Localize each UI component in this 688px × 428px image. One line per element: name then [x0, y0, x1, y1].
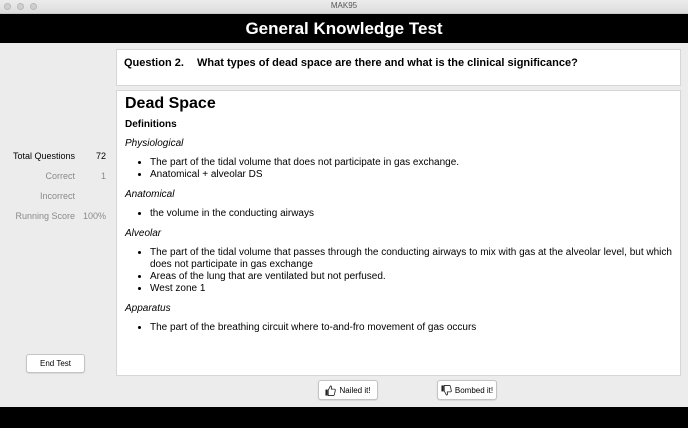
bombed-it-button[interactable]	[437, 380, 497, 400]
nailed-it-button[interactable]	[318, 380, 378, 400]
end-test-label: End Test	[40, 359, 71, 368]
section-list-alveolar	[125, 247, 680, 295]
question-number: Question 2.	[124, 57, 184, 69]
stat-value: 1	[100, 171, 106, 181]
section-heading-anatomical: Anatomical	[125, 189, 175, 200]
question-text: What types of dead space are there and what is the clinical significance?	[197, 57, 578, 69]
list-item: • The part of the breathing circuit where to-and-fro movement of gas occurs	[150, 322, 680, 334]
section-list-anatomical	[125, 208, 680, 220]
section-heading-physiological: Physiological	[125, 138, 184, 149]
section-heading-alveolar: Alveolar	[125, 228, 162, 239]
stat-value: 72	[95, 151, 106, 161]
list-item: • Anatomical + alveolar DS	[150, 169, 680, 181]
window-titlebar	[0, 0, 688, 14]
stat-label: Total Questions	[12, 151, 75, 161]
thumbs-up-icon	[325, 385, 336, 396]
question-panel	[116, 49, 681, 86]
section-list-apparatus	[125, 322, 680, 334]
window-title: MAK95	[330, 1, 358, 10]
list-item: • the volume in the conducting airways	[150, 208, 680, 220]
app-header	[0, 14, 688, 43]
answer-title: Dead Space	[125, 95, 216, 112]
list-item: • The part of the tidal volume that passes through the conducting airways to mix with gas at the alveolar level, but which does not participate in gas exchange	[150, 247, 680, 271]
footer-bar	[0, 407, 688, 428]
section-heading-apparatus: Apparatus	[125, 303, 171, 314]
header-title: General Knowledge Test	[245, 19, 443, 38]
stat-running-score	[0, 209, 115, 229]
stat-label: Correct	[45, 171, 75, 181]
nailed-it-label: Nailed it!	[339, 385, 371, 395]
thumbs-down-icon	[441, 385, 452, 396]
bombed-it-label: Bombed it!	[454, 385, 494, 395]
stat-total-questions	[0, 149, 115, 169]
answer-panel	[116, 90, 681, 376]
stat-correct	[0, 169, 115, 189]
stat-label: Incorrect	[39, 191, 75, 201]
stat-incorrect	[0, 189, 115, 209]
end-test-button[interactable]	[26, 354, 85, 373]
stat-label: Running Score	[15, 211, 75, 221]
answer-subtitle: Definitions	[125, 119, 177, 130]
list-item: • Areas of the lung that are ventilated but not perfused.	[150, 271, 680, 283]
list-item: • West zone 1	[150, 283, 680, 295]
stat-value: 100%	[82, 211, 106, 221]
stats-panel	[0, 149, 115, 229]
section-list-physiological	[125, 157, 680, 181]
list-item: • The part of the tidal volume that does not participate in gas exchange.	[150, 157, 680, 169]
